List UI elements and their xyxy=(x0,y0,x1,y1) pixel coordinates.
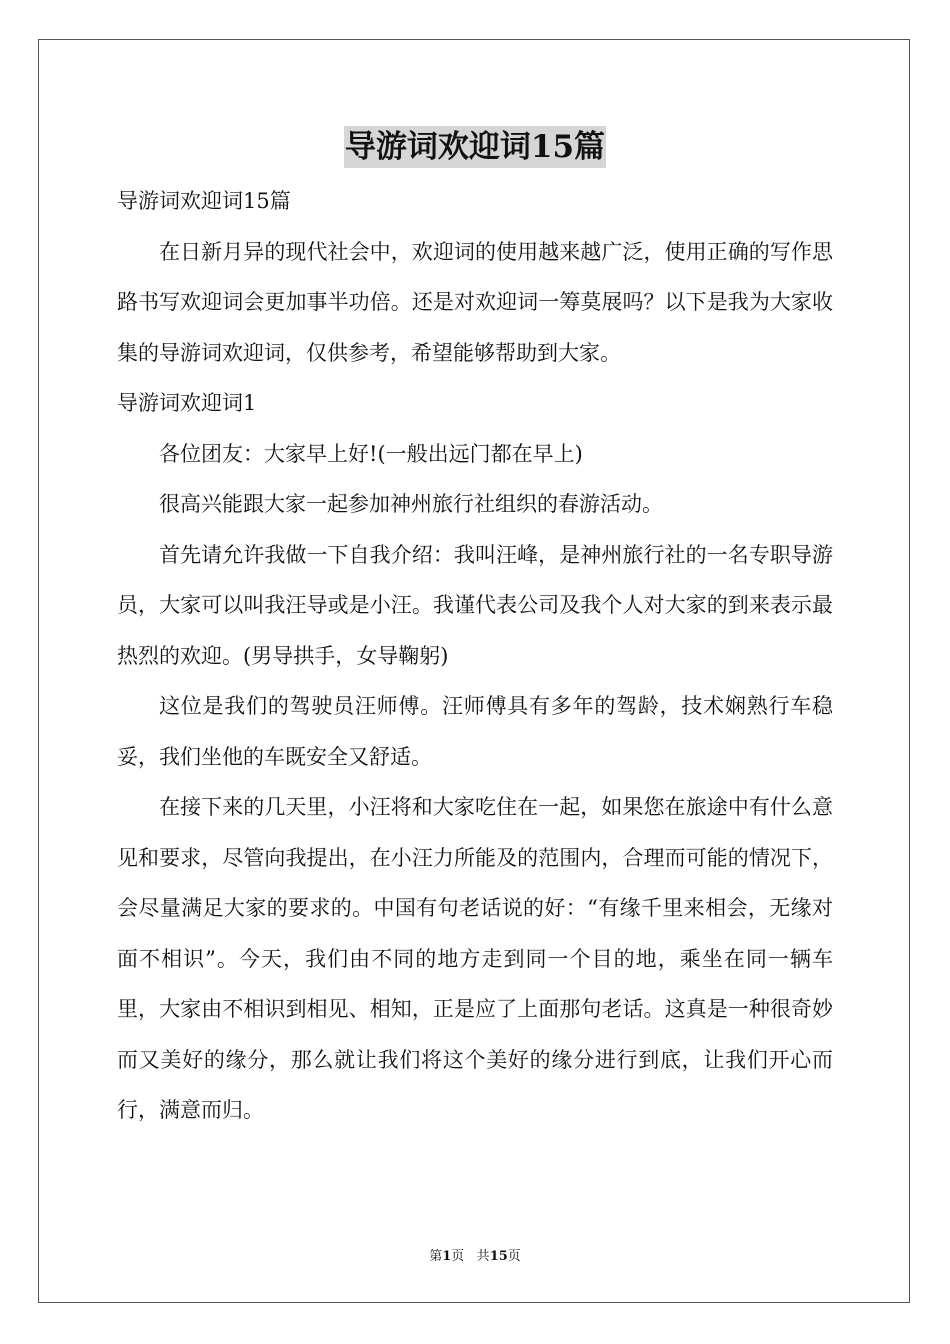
document-body xyxy=(117,176,833,1136)
footer-total-pages: 15 xyxy=(489,1249,508,1264)
paragraph-subtitle: 导游词欢迎词15篇 xyxy=(117,189,291,213)
paragraph-days-ahead: 在接下来的几天里，小汪将和大家吃住在一起，如果您在旅途中有什么意见和要求，尽管向我提出，在小汪力所能及的范围内，合理而可能的情况下，会尽量满足大家的要求的。中国有句老话说的好：“有缘千里来相会，无缘对面不相识”。今天，我们由不同的地方走到同一个目的地，乘坐在同一辆车里，大家由不相识到相见、相知，正是应了上面那句老话。这真是一种很奇妙而又美好的缘分，那么就让我们将这个美好的缘分进行到底，让我们开心而行，满意而归。 xyxy=(117,795,833,1122)
paragraph-intro: 在日新月异的现代社会中，欢迎词的使用越来越广泛，使用正确的写作思路书写欢迎词会更加事半功倍。还是对欢迎词一筹莫展吗？以下是我为大家收集的导游词欢迎词，仅供参考，希望能够帮助到大家。 xyxy=(117,239,833,365)
footer-page-suffix: 页 xyxy=(451,1249,465,1264)
paragraph-greeting: 各位团友：大家早上好!(一般出远门都在早上) xyxy=(159,441,583,466)
footer-page-number: 1 xyxy=(442,1249,452,1264)
title-container xyxy=(0,126,950,168)
paragraph-pleasure: 很高兴能跟大家一起参加神州旅行社组织的春游活动。 xyxy=(159,492,663,516)
footer-prefix: 第 xyxy=(429,1249,443,1264)
footer-total-suffix: 页 xyxy=(507,1249,521,1264)
paragraph-driver: 这位是我们的驾驶员汪师傅。汪师傅具有多年的驾龄，技术娴熟行车稳妥，我们坐他的车既安全又舒适。 xyxy=(117,694,833,769)
document-title: 导游词欢迎词15篇 xyxy=(344,126,606,168)
paragraph-self-intro: 首先请允许我做一下自我介绍：我叫汪峰，是神州旅行社的一名专职导游员，大家可以叫我汪导或是小汪。我谨代表公司及我个人对大家的到来表示最热烈的欢迎。(男导拱手，女导鞠躬) xyxy=(117,542,833,668)
footer-total-prefix: 共 xyxy=(476,1249,490,1264)
page-footer xyxy=(0,1247,950,1267)
section-heading: 导游词欢迎词1 xyxy=(117,391,257,415)
